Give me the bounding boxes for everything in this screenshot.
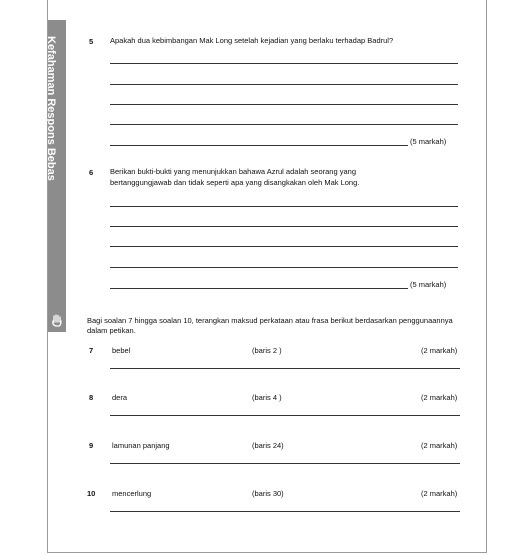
answer-line[interactable] (110, 124, 458, 125)
answer-line[interactable] (110, 104, 458, 105)
question-number: 5 (89, 37, 94, 46)
question-text: Apakah dua kebimbangan Mak Long setelah kejadian yang berlaku terhadap Badrul? (110, 36, 394, 45)
item-number: 10 (87, 489, 96, 498)
answer-line[interactable] (110, 267, 458, 268)
item-number: 9 (89, 441, 94, 450)
sidebar-title: Kefahaman Respons Bebas (45, 36, 57, 181)
item-word: dera (112, 393, 128, 402)
marks-label: (5 markah) (410, 280, 447, 289)
answer-line[interactable] (110, 84, 458, 85)
answer-line[interactable] (110, 463, 460, 464)
item-line-ref: (baris 2 ) (252, 346, 282, 355)
hand-icon (49, 312, 65, 328)
item-word: lamunan panjang (112, 441, 170, 450)
item-marks: (2 markah) (421, 489, 458, 498)
item-marks: (2 markah) (421, 346, 458, 355)
answer-line[interactable] (110, 145, 408, 146)
item-marks: (2 markah) (421, 393, 458, 402)
answer-line[interactable] (110, 206, 458, 207)
item-line-ref: (baris 4 ) (252, 393, 282, 402)
answer-line[interactable] (110, 511, 460, 512)
question-text-line2: bertanggungjawab dan tidak seperti apa yang disangkakan oleh Mak Long. (110, 178, 360, 187)
answer-line[interactable] (110, 226, 458, 227)
item-line-ref: (baris 24) (252, 441, 284, 450)
answer-line[interactable] (110, 415, 460, 416)
item-number: 8 (89, 393, 94, 402)
answer-line[interactable] (110, 288, 408, 289)
item-line-ref: (baris 30) (252, 489, 284, 498)
item-word: bebel (112, 346, 131, 355)
section-instruction: Bagi soalan 7 hingga soalan 10, terangkan maksud perkataan atau frasa berikut berdasarkan penggunaannya dalam petikan. (87, 316, 453, 335)
worksheet-page (47, 0, 487, 553)
answer-line[interactable] (110, 368, 460, 369)
item-number: 7 (89, 346, 94, 355)
item-word: mencerlung (112, 489, 152, 498)
marks-label: (5 markah) (410, 137, 447, 146)
question-number: 6 (89, 168, 94, 177)
item-marks: (2 markah) (421, 441, 458, 450)
question-text-line1: Berikan bukti-bukti yang menunjukkan bahawa Azrul adalah seorang yang (110, 167, 356, 176)
answer-line[interactable] (110, 246, 458, 247)
answer-line[interactable] (110, 63, 458, 64)
